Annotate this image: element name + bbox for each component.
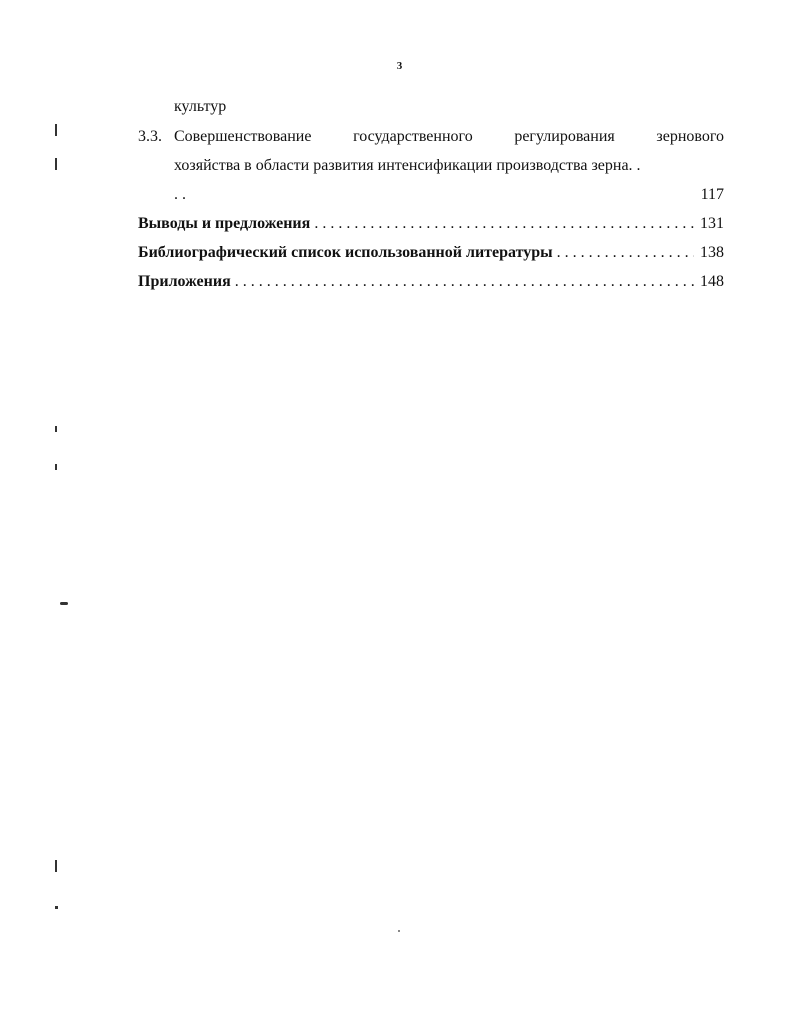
- scan-artifact-mark: [55, 860, 57, 872]
- scan-artifact-mark: [55, 426, 57, 432]
- toc-entry: [138, 271, 724, 293]
- scan-artifact-mark: [398, 930, 400, 932]
- toc-leader-dots: . .: [174, 186, 186, 203]
- toc-entry-label: Приложения: [138, 273, 231, 290]
- scan-artifact-mark: [55, 464, 57, 470]
- toc-continuation-line: культур: [174, 98, 227, 115]
- scan-artifact-mark: [55, 158, 57, 170]
- toc-section-title-part1: Совершенствование государственного регулирования зернового: [174, 128, 724, 145]
- toc-leader-dots: [314, 213, 694, 235]
- toc-section-3-3-line3: [138, 184, 724, 206]
- toc-section-number: 3.3.: [138, 128, 162, 145]
- toc-entry-label: Выводы и предложения: [138, 215, 311, 232]
- toc-section-3-3-line1: [138, 126, 724, 148]
- toc-entry-label: Библиографический список использованной литературы: [138, 244, 553, 261]
- scan-artifact-mark: [60, 602, 68, 605]
- toc-page-number: 138: [700, 244, 724, 261]
- toc-page-number: 148: [700, 273, 724, 290]
- page-number: 3: [396, 60, 403, 72]
- toc-leader-dots: [557, 242, 694, 264]
- scan-artifact-mark: [55, 124, 57, 136]
- toc-entry: [138, 213, 724, 235]
- toc-leader-dots: [235, 271, 694, 293]
- toc-entry: [138, 242, 724, 264]
- toc-section-title-part2: хозяйства в области развития интенсификации производства зерна. .: [174, 157, 641, 174]
- toc-page-number: 117: [700, 186, 724, 203]
- toc-page-number: 131: [700, 215, 724, 232]
- scan-artifact-mark: [55, 906, 58, 909]
